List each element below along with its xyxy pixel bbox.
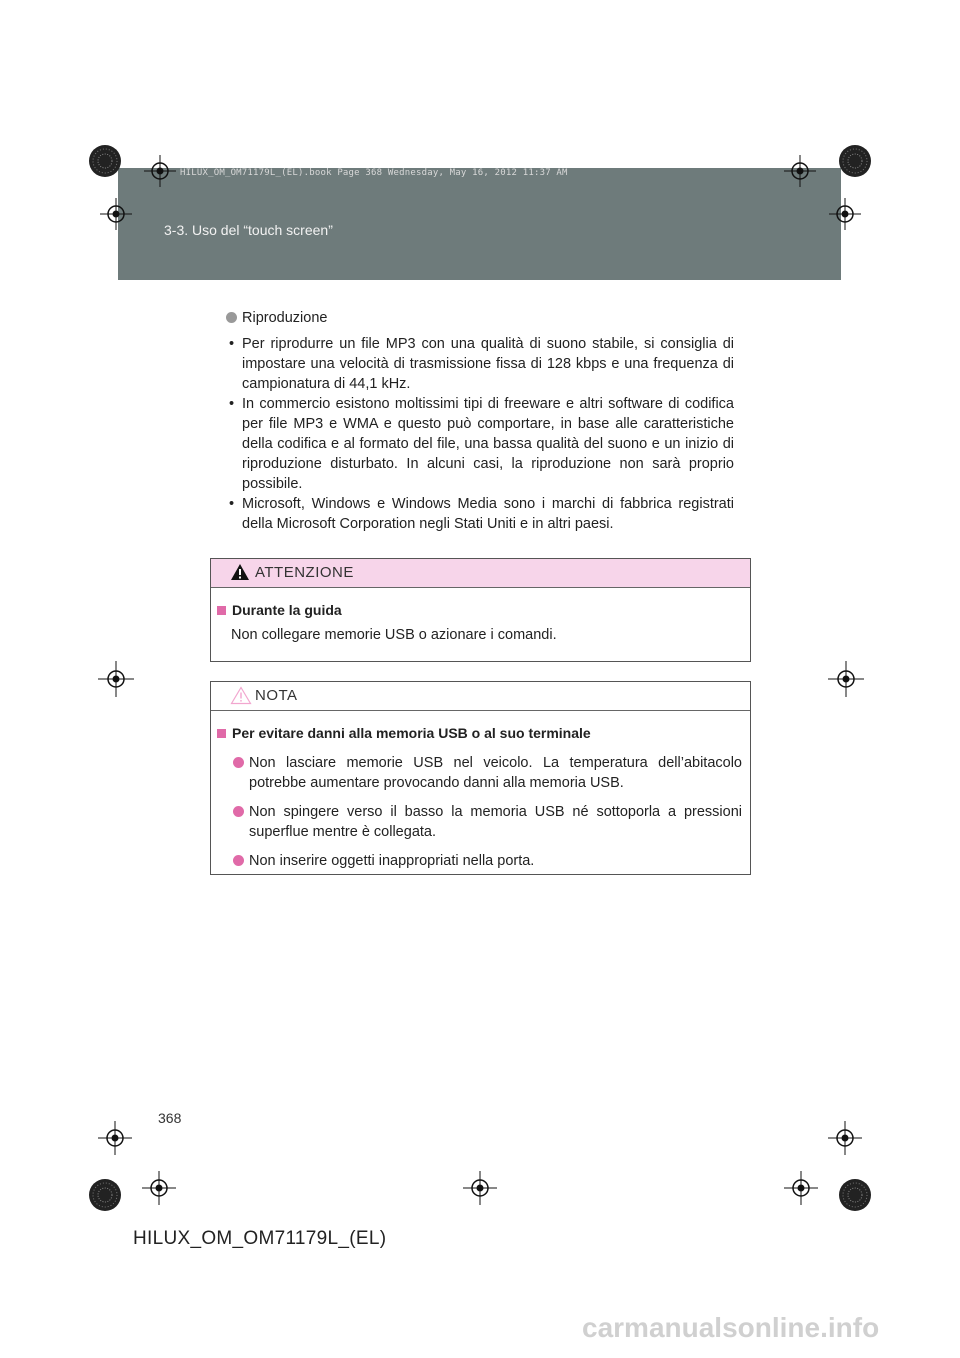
crosshair-icon [463,1171,497,1205]
nota-item: Non inserire oggetti inappropriati nella porta. [217,851,742,871]
attenzione-header [211,559,750,588]
info-list [228,334,734,534]
watermark-text: carmanualsonline.info [582,1312,880,1343]
bullet-dot-icon [226,312,237,323]
starburst-icon [88,1178,122,1212]
nota-label: NOTA [255,687,298,704]
heading-text: Riproduzione [242,310,328,326]
attenzione-title: Durante la guida [217,600,742,621]
nota-item: Non spingere verso il basso la memoria USB né sottoporla a pressioni superflue mentre è collegata. [217,802,742,842]
nota-title: Per evitare danni alla memoria USB o al suo terminale [217,723,742,744]
nota-item: Non lasciare memorie USB nel veicolo. La temperatura dell’abitacolo potrebbe aumentare provocando danni alla memoria USB. [217,753,742,793]
nota-header [211,682,750,711]
crosshair-icon [828,1121,862,1155]
crosshair-icon [829,198,861,230]
crosshair-icon [98,1121,132,1155]
starburst-icon [838,144,872,178]
book-info-line: HILUX_OM_OM71179L_(EL).book Page 368 Wednesday, May 16, 2012 11:37 AM [180,168,568,178]
nota-box [210,681,751,875]
attenzione-body [211,588,750,655]
caution-icon [230,686,252,710]
list-item: • Microsoft, Windows e Windows Media sono i marchi di fabbrica registrati della Microsoft Corporation negli Stati Uniti e in altri paesi. [229,496,734,532]
attenzione-box [210,558,751,662]
crosshair-icon [142,1171,176,1205]
crosshair-icon [100,198,132,230]
list-item: • In commercio esistono moltissimi tipi di freeware e altri software di codifica per file MP3 e WMA e questo può comportare, in base alle caratteristiche della codifica e al formato del file, una bassa qualità del suono e un inizio di riproduzione disturbato. In alcuni casi, la riproduzione non sarà proprio possibile. [229,396,734,492]
square-bullet-icon [217,606,226,615]
content-block [228,308,734,534]
footer-code: HILUX_OM_OM71179L_(EL) [133,1228,387,1249]
warning-icon [230,563,250,586]
crosshair-icon [784,1171,818,1205]
crosshair-icon [144,155,176,187]
nota-body [211,711,750,881]
square-bullet-icon [217,729,226,738]
page-number: 368 [158,1110,182,1126]
bullet-dot-icon [233,806,244,817]
attenzione-text: Non collegare memorie USB o azionare i comandi. [231,627,557,643]
starburst-icon [838,1178,872,1212]
bullet-dot-icon [233,757,244,768]
bullet-dot-icon [233,855,244,866]
section-title: 3-3. Uso del “touch screen” [164,222,333,238]
crosshair-icon [98,661,134,697]
starburst-icon [88,144,122,178]
crosshair-icon [784,155,816,187]
list-item: • Per riprodurre un file MP3 con una qualità di suono stabile, si consiglia di impostare una velocità di trasmissione fissa di 128 kbps e una frequenza di campionatura di 44,1 kHz. [229,336,734,392]
crosshair-icon [828,661,864,697]
attenzione-label: ATTENZIONE [255,564,354,581]
section-heading [228,308,734,328]
